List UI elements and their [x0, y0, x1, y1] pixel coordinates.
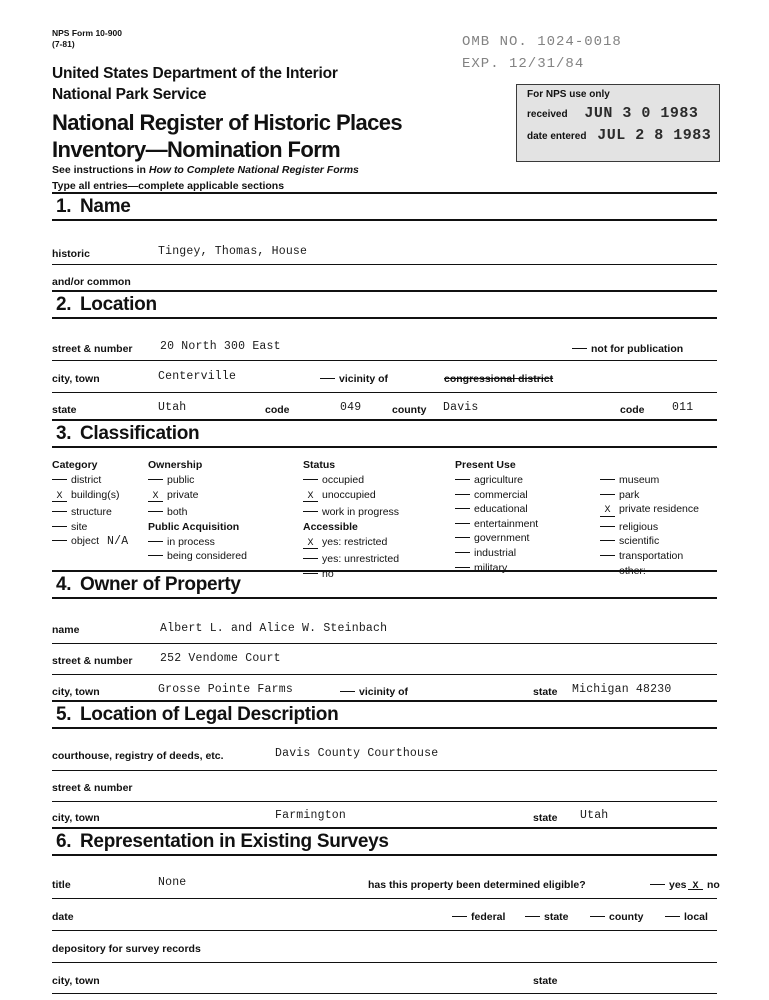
ownership-checkbox[interactable]: X: [148, 485, 163, 503]
present-use-label: government: [474, 532, 530, 545]
ownership-item[interactable]: [148, 488, 303, 506]
historic-label: historic: [52, 248, 90, 260]
section-3-title: Classification: [80, 423, 200, 444]
category-item[interactable]: [52, 488, 147, 506]
present-use-item[interactable]: [600, 520, 730, 535]
present-use-item[interactable]: [455, 517, 600, 532]
present-use-checkbox[interactable]: [600, 555, 615, 556]
county-code-value: 011: [672, 401, 694, 414]
status-checkbox[interactable]: [303, 479, 318, 480]
owner-vicinity-label: vicinity of: [359, 686, 409, 698]
not-for-publication-label: not for publication: [591, 343, 684, 355]
accessible-header: Accessible: [303, 520, 358, 533]
present-use-item[interactable]: [455, 473, 600, 488]
owner-city-label: city, town: [52, 686, 100, 698]
omb-stamp: OMB NO. 1024-0018 EXP. 12/31/84: [462, 34, 622, 72]
section-2-number: 2.: [56, 294, 72, 315]
section-3-classification-bar: [52, 419, 717, 448]
owner-state-value: Michigan 48230: [572, 683, 672, 696]
present-use-label: commercial: [474, 488, 528, 501]
county-value: Davis: [443, 401, 479, 414]
nps-use-only-box: [516, 84, 720, 162]
status-item[interactable]: [303, 488, 451, 506]
present-use-item[interactable]: [600, 502, 730, 520]
present-use-column-2: [600, 473, 730, 578]
category-item[interactable]: [52, 534, 147, 550]
category-suffix: N/A: [107, 535, 129, 549]
present-use-item[interactable]: [600, 549, 730, 564]
public-acquisition-header: Public Acquisition: [148, 520, 240, 533]
present-use-checkbox[interactable]: [600, 540, 615, 541]
section-3-number: 3.: [56, 423, 72, 444]
date-entered-row: [517, 122, 719, 144]
present-use-header: Present Use: [455, 459, 516, 471]
present-use-label: park: [619, 488, 640, 501]
ownership-column: [148, 459, 303, 564]
present-use-label: scientific: [619, 535, 660, 548]
category-column: [52, 459, 147, 550]
status-checkbox[interactable]: [303, 511, 318, 512]
ownership-item[interactable]: [148, 473, 303, 488]
present-use-item[interactable]: [600, 534, 730, 549]
survey-state2-label: state: [533, 975, 558, 987]
status-item[interactable]: [303, 505, 451, 520]
received-row: [517, 100, 719, 122]
present-use-item[interactable]: [455, 531, 600, 546]
section-1-title: Name: [80, 196, 131, 217]
survey-federal-field: [452, 911, 505, 923]
survey-local-label: local: [684, 911, 708, 923]
congressional-district-label: congressional district: [444, 373, 554, 385]
present-use-label: religious: [619, 520, 659, 533]
page-title: National Register of Historic Places Inventory—Nomination Form: [52, 110, 403, 162]
eligible-yes-box[interactable]: [650, 884, 665, 885]
accessible-item[interactable]: [303, 535, 451, 553]
section-5-title: Location of Legal Description: [80, 704, 339, 725]
present-use-item[interactable]: [600, 488, 730, 503]
street-number-value: 20 North 300 East: [160, 340, 281, 353]
department-heading: United States Department of the Interior National Park Service: [52, 65, 338, 103]
courthouse-label: courthouse, registry of deeds, etc.: [52, 750, 224, 762]
present-use-item[interactable]: [455, 502, 600, 517]
present-use-checkbox[interactable]: [455, 523, 470, 524]
eligible-no-field: [688, 879, 720, 893]
present-use-item[interactable]: [455, 546, 600, 561]
state-value: Utah: [158, 401, 187, 414]
public-acquisition-item[interactable]: [148, 549, 303, 564]
public-acquisition-label: in process: [167, 535, 215, 548]
category-label: object: [71, 535, 100, 548]
public-acquisition-checkbox[interactable]: [148, 555, 163, 556]
public-acquisition-checkbox[interactable]: [148, 541, 163, 542]
status-label: occupied: [322, 474, 365, 486]
present-use-label: entertainment: [474, 517, 539, 530]
received-label: received: [527, 109, 568, 120]
present-use-label: other:: [619, 564, 646, 577]
owner-vicinity-field: [340, 686, 408, 698]
present-use-label: agriculture: [474, 474, 524, 486]
survey-title-value: None: [158, 876, 187, 889]
accessible-checkbox[interactable]: X: [303, 532, 318, 550]
category-label: building(s): [71, 488, 120, 501]
vicinity-field: [320, 373, 388, 385]
ownership-header: Ownership: [148, 459, 203, 471]
eligible-yes-label: yes: [669, 879, 687, 891]
present-use-checkbox[interactable]: [600, 494, 615, 495]
date-entered-label: date entered: [527, 131, 587, 142]
section-2-title: Location: [80, 294, 157, 315]
present-use-checkbox[interactable]: [455, 494, 470, 495]
status-column: [303, 459, 451, 582]
county-label: county: [392, 404, 427, 416]
present-use-item[interactable]: [455, 488, 600, 503]
accessible-label: no: [322, 567, 334, 580]
present-use-checkbox[interactable]: [600, 479, 615, 480]
city-town-label: city, town: [52, 373, 100, 385]
survey-title-label: title: [52, 879, 71, 891]
section-2-location-bar: [52, 290, 717, 319]
accessible-item[interactable]: [303, 552, 451, 567]
eligible-no-label: no: [707, 879, 720, 891]
present-use-label: educational: [474, 503, 528, 516]
survey-federal-label: federal: [471, 911, 506, 923]
ownership-item[interactable]: [148, 505, 303, 520]
category-label: district: [71, 474, 102, 486]
status-label: unoccupied: [322, 488, 376, 501]
section-5-legal-bar: [52, 700, 717, 729]
nps-box-title: For NPS use only: [527, 89, 610, 100]
present-use-checkbox[interactable]: X: [600, 499, 615, 517]
vicinity-label: vicinity of: [339, 373, 389, 385]
legal-city-label: city, town: [52, 812, 100, 824]
accessible-checkbox[interactable]: [303, 558, 318, 559]
present-use-item[interactable]: [600, 473, 730, 488]
legal-state-value: Utah: [580, 809, 609, 822]
state-label: state: [52, 404, 77, 416]
state-code-label: code: [265, 404, 290, 416]
category-checkbox[interactable]: X: [52, 485, 67, 503]
legal-street-label: street & number: [52, 782, 133, 794]
present-use-column-1: [455, 459, 600, 575]
owner-city-value: Grosse Pointe Farms: [158, 683, 293, 696]
present-use-checkbox[interactable]: [455, 508, 470, 509]
section-1-number: 1.: [56, 196, 72, 217]
present-use-checkbox[interactable]: [455, 537, 470, 538]
ownership-label: both: [167, 506, 188, 519]
category-checkbox[interactable]: [52, 511, 67, 512]
section-6-surveys-bar: [52, 827, 717, 856]
present-use-label: industrial: [474, 546, 517, 559]
instructions-manual-title: How to Complete National Register Forms: [148, 164, 359, 176]
historic-value: Tingey, Thomas, House: [158, 245, 308, 258]
section-6-number: 6.: [56, 831, 72, 852]
category-checkbox[interactable]: [52, 479, 67, 480]
present-use-checkbox[interactable]: [455, 479, 470, 480]
status-label: work in progress: [322, 506, 400, 519]
present-use-label: transportation: [619, 549, 684, 562]
survey-county-label: county: [609, 911, 644, 923]
accessible-label: yes: unrestricted: [322, 553, 400, 566]
date-entered-stamp: JUL 2 8 1983: [597, 127, 712, 144]
category-header: Category: [52, 459, 98, 471]
survey-state-field: [525, 911, 569, 923]
category-item[interactable]: [52, 505, 147, 520]
city-town-value: Centerville: [158, 370, 237, 383]
section-5-number: 5.: [56, 704, 72, 725]
not-for-publication-field: [572, 343, 683, 355]
owner-street-label: street & number: [52, 655, 133, 667]
ownership-checkbox[interactable]: [148, 479, 163, 480]
ownership-checkbox[interactable]: [148, 511, 163, 512]
ownership-label: public: [167, 474, 195, 486]
owner-state-label: state: [533, 686, 558, 698]
courthouse-value: Davis County Courthouse: [275, 747, 439, 760]
survey-local-field: [665, 911, 708, 923]
status-header: Status: [303, 459, 336, 471]
eligible-question: has this property been determined eligible?: [368, 879, 586, 891]
depository-label: depository for survey records: [52, 943, 201, 955]
section-1-name-bar: [52, 192, 717, 221]
received-stamp: JUN 3 0 1983: [584, 105, 699, 122]
accessible-label: yes: restricted: [322, 535, 388, 548]
eligible-yes-field: [650, 879, 687, 891]
present-use-label: private residence: [619, 503, 699, 516]
common-label: and/or common: [52, 276, 131, 288]
survey-county-field: [590, 911, 643, 923]
public-acquisition-label: being considered: [167, 550, 247, 563]
instructions-prefix: See instructions in: [52, 164, 149, 176]
eligible-no-box[interactable]: X: [688, 876, 703, 890]
category-checkbox[interactable]: [52, 526, 67, 527]
form-number: NPS Form 10-900 (7-81): [52, 28, 122, 49]
section-4-number: 4.: [56, 574, 72, 595]
survey-state-label: state: [544, 911, 569, 923]
owner-street-value: 252 Vendome Court: [160, 652, 281, 665]
legal-city-value: Farmington: [275, 809, 347, 822]
present-use-checkbox[interactable]: [455, 552, 470, 553]
public-acquisition-item[interactable]: [148, 535, 303, 550]
status-checkbox[interactable]: X: [303, 485, 318, 503]
street-number-label: street & number: [52, 343, 133, 355]
state-code-value: 049: [340, 401, 362, 414]
present-use-label: military: [474, 561, 508, 574]
category-checkbox[interactable]: [52, 540, 67, 541]
category-label: site: [71, 520, 88, 533]
ownership-label: private: [167, 488, 199, 501]
present-use-checkbox[interactable]: [455, 567, 470, 568]
section-4-title: Owner of Property: [80, 574, 241, 595]
present-use-label: museum: [619, 474, 660, 486]
status-item[interactable]: [303, 473, 451, 488]
legal-state-label: state: [533, 812, 558, 824]
county-code-label: code: [620, 404, 645, 416]
present-use-checkbox[interactable]: [600, 526, 615, 527]
survey-date-label: date: [52, 911, 74, 923]
owner-name-label: name: [52, 624, 80, 636]
section-6-title: Representation in Existing Surveys: [80, 831, 389, 852]
instructions: [52, 163, 359, 195]
survey-city-label: city, town: [52, 975, 100, 987]
instructions-line2: Type all entries—complete applicable sections: [52, 179, 285, 192]
category-label: structure: [71, 506, 112, 519]
category-item[interactable]: [52, 520, 147, 535]
owner-name-value: Albert L. and Alice W. Steinbach: [160, 622, 388, 635]
